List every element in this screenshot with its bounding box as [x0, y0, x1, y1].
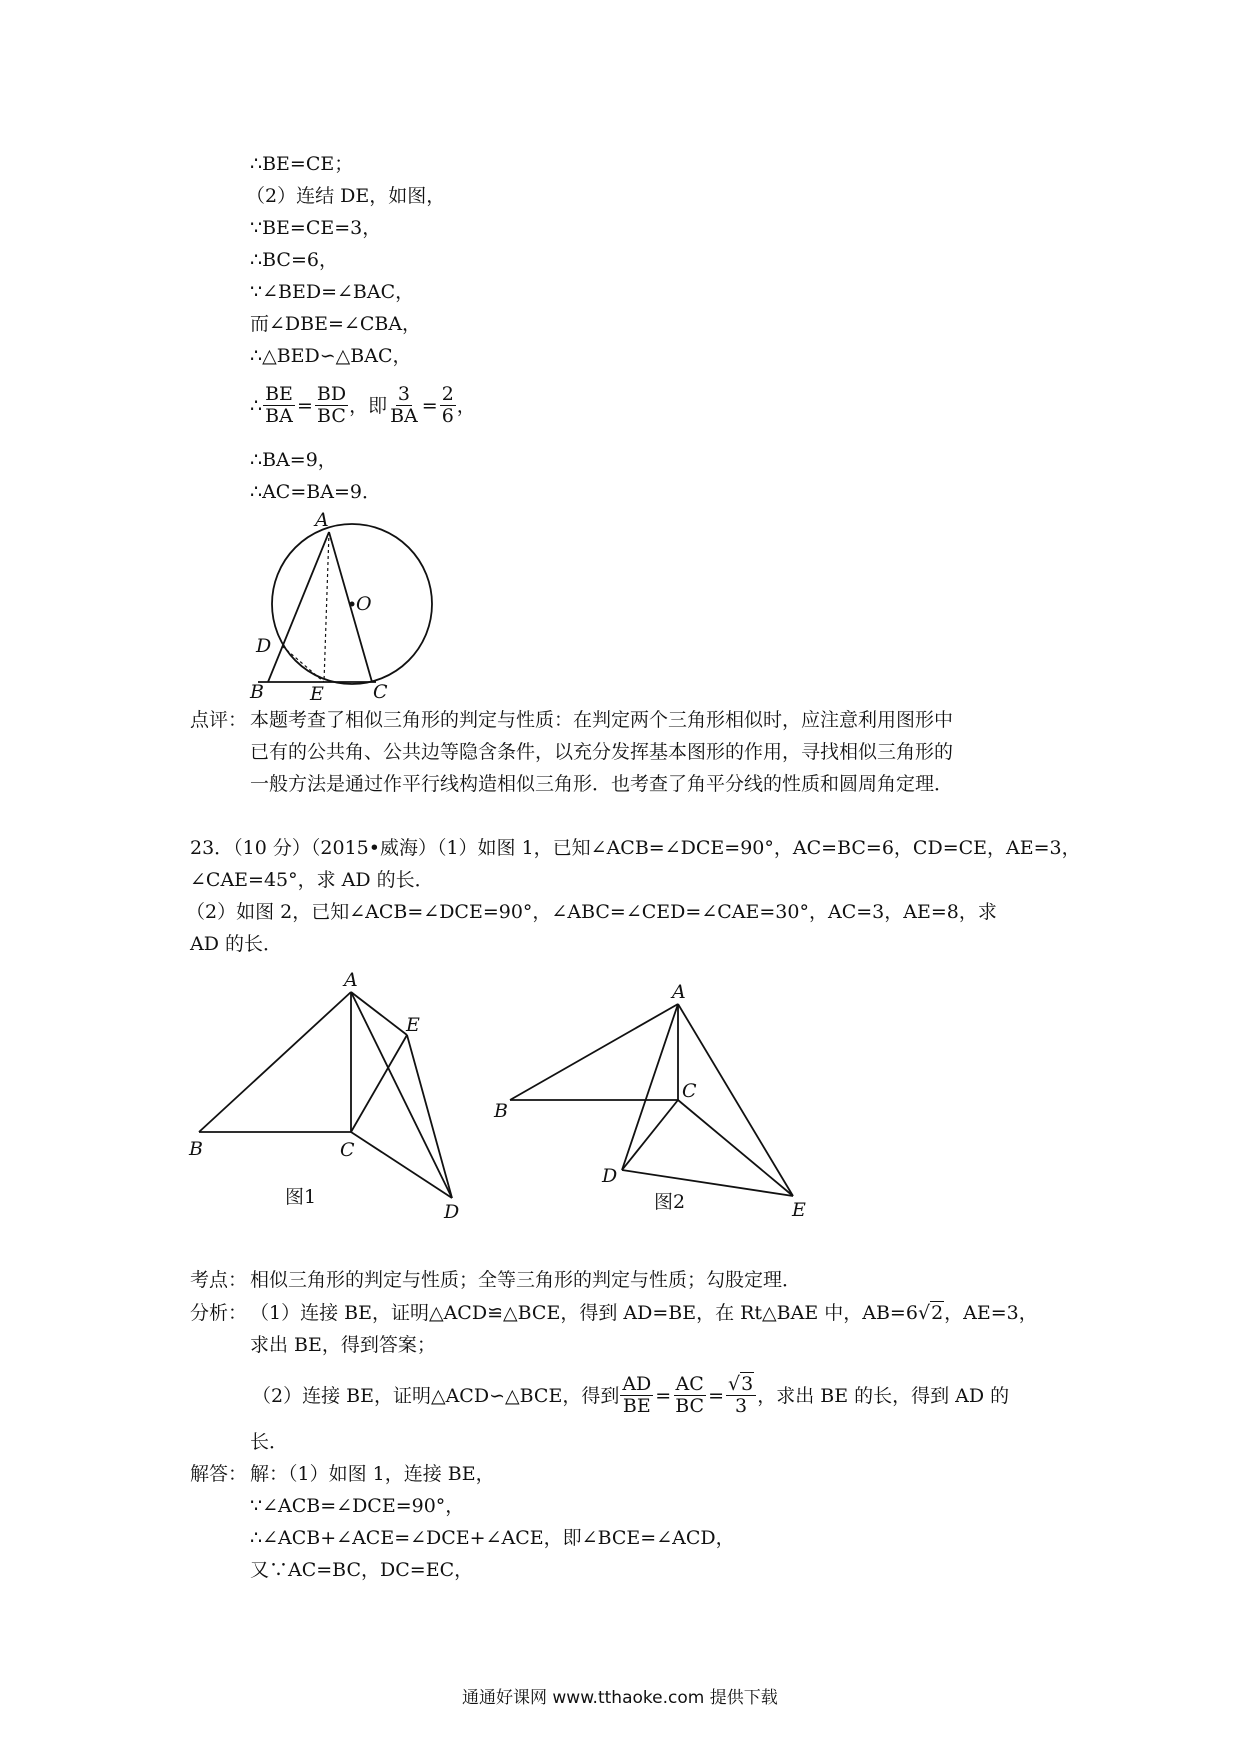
fig1-label-a: A: [344, 969, 358, 991]
label-d: D: [256, 635, 272, 657]
fraction-ad-be: $\frac{AD}{BE}$: [622, 1373, 652, 1417]
jieda-line-4: 又∵AC=BC，DC=EC，: [250, 1559, 474, 1581]
segment-ae-dashed: [324, 532, 329, 682]
fraction-ac-bc: $\frac{AC}{BC}$: [675, 1373, 705, 1417]
label-e: E: [310, 683, 324, 705]
label-c: C: [373, 681, 388, 703]
fraction-2-6: $\frac{2}{6}$: [441, 383, 454, 427]
proof-line-4: ∴BC=6，: [250, 249, 338, 271]
fig2-label-e: E: [792, 1199, 806, 1220]
fig2-label-c: C: [682, 1080, 697, 1102]
fig2-label-b: B: [494, 1100, 508, 1122]
fraction-be-ba: $\frac{BE}{BA}$: [265, 383, 293, 427]
fraction-bd-bc: $\frac{BD}{BC}$: [316, 383, 347, 427]
segment-ab: [268, 532, 329, 682]
sqrt-symbol: √3: [728, 1373, 754, 1395]
fraction-3-ba: $\frac{3}{BA}$: [390, 383, 418, 427]
fenxi-line-3: （2）连接 BE，证明△ACD∽△BCE，得到 $\frac{AD}{BE}$ = $\frac{AC}{BC}$ = $\frac{√3}{3}$ ，求出 BE 的长，得到 AD 的: [252, 1373, 1010, 1417]
fig1-label-e: E: [406, 1014, 420, 1036]
jieda-line-3: ∴∠ACB+∠ACE=∠DCE+∠ACE，即∠BCE=∠ACD，: [250, 1527, 735, 1549]
fig2-label-a: A: [672, 981, 686, 1003]
label-b: B: [250, 681, 264, 703]
fig2-label-d: D: [602, 1165, 618, 1187]
fig1-segment-ad: [351, 992, 452, 1198]
kaodian-text: 相似三角形的判定与性质；全等三角形的判定与性质；勾股定理．: [250, 1269, 802, 1291]
figure-1: [180, 962, 470, 1220]
problem-line-2: ∠CAE=45°，求 AD 的长．: [190, 869, 434, 891]
proof-line-5: ∵∠BED=∠BAC，: [250, 281, 415, 303]
fraction-sqrt3-3: $\frac{√3}{3}$: [726, 1374, 756, 1417]
fig2-segment-ad: [622, 1004, 678, 1170]
circle-figure: [240, 505, 450, 705]
page-footer: 通通好课网 www.tthaoke.com 提供下载: [462, 1688, 778, 1708]
proof-line-10: ∴AC=BA=9．: [250, 481, 381, 503]
fenxi-label: 分析：: [190, 1302, 248, 1324]
fig1-segment-ae: [351, 992, 407, 1035]
problem-line-3: （2）如图 2，已知∠ACB=∠DCE=90°，∠ABC=∠CED=∠CAE=30°，AC=3，AE=8，求: [186, 901, 997, 923]
fig2-caption: 图2: [654, 1191, 686, 1213]
label-o: O: [356, 593, 372, 615]
problem-line-4: AD 的长．: [190, 933, 282, 955]
proof-line-fraction: ∴ $\frac{BE}{BA}$ = $\frac{BD}{BC}$ ，即 $\frac{3}{BA}$ = $\frac{2}{6}$ ，: [250, 383, 476, 427]
fig2-segment-ba: [510, 1004, 678, 1100]
comment-line-1: 本题考查了相似三角形的判定与性质：在判定两个三角形相似时，应注意利用图形中: [250, 709, 954, 731]
jieda-line-1: 解：（1）如图 1，连接 BE，: [250, 1463, 495, 1485]
comment-line-2: 已有的公共角、公共边等隐含条件，以充分发挥基本图形的作用，寻找相似三角形的: [250, 741, 954, 763]
proof-line-9: ∴BA=9，: [250, 449, 337, 471]
fenxi-line-4: 长．: [250, 1431, 289, 1453]
fig2-segment-cd: [622, 1100, 678, 1170]
proof-line-6: 而∠DBE=∠CBA，: [250, 313, 422, 335]
therefore-symbol: ∴: [250, 394, 263, 417]
fig1-label-d: D: [444, 1201, 460, 1220]
proof-line-3: ∵BE=CE=3，: [250, 217, 382, 239]
fig1-segment-ba: [199, 992, 351, 1132]
comment-line-3: 一般方法是通过作平行线构造相似三角形．也考查了角平分线的性质和圆周角定理．: [250, 773, 954, 795]
proof-line-7: ∴△BED∽△BAC，: [250, 345, 412, 367]
figure-2: [480, 962, 820, 1220]
sqrt-symbol: √2: [917, 1302, 944, 1324]
fig1-label-b: B: [189, 1138, 203, 1160]
fenxi-line-2: 求出 BE，得到答案；: [250, 1334, 436, 1356]
center-dot: [350, 602, 355, 607]
proof-line-1: ∴BE=CE；: [250, 153, 354, 175]
problem-line-1: 23．（10 分）（2015•威海）（1）如图 1，已知∠ACB=∠DCE=90°，AC=BC=6，CD=CE，AE=3，: [190, 837, 1081, 859]
kaodian-label: 考点：: [190, 1269, 248, 1291]
fig1-label-c: C: [340, 1139, 355, 1161]
jieda-line-2: ∵∠ACB=∠DCE=90°，: [250, 1495, 465, 1517]
fig1-caption: 图1: [285, 1186, 317, 1208]
proof-line-2: （2）连结 DE，如图，: [246, 185, 446, 207]
jieda-label: 解答：: [190, 1463, 248, 1485]
label-a: A: [315, 509, 329, 531]
fenxi-line-1: （1）连接 BE，证明△ACD≌△BCE，得到 AD=BE，在 Rt△BAE 中，AB=6√2，AE=3，: [250, 1302, 1038, 1324]
comment-label: 点评：: [190, 709, 248, 731]
